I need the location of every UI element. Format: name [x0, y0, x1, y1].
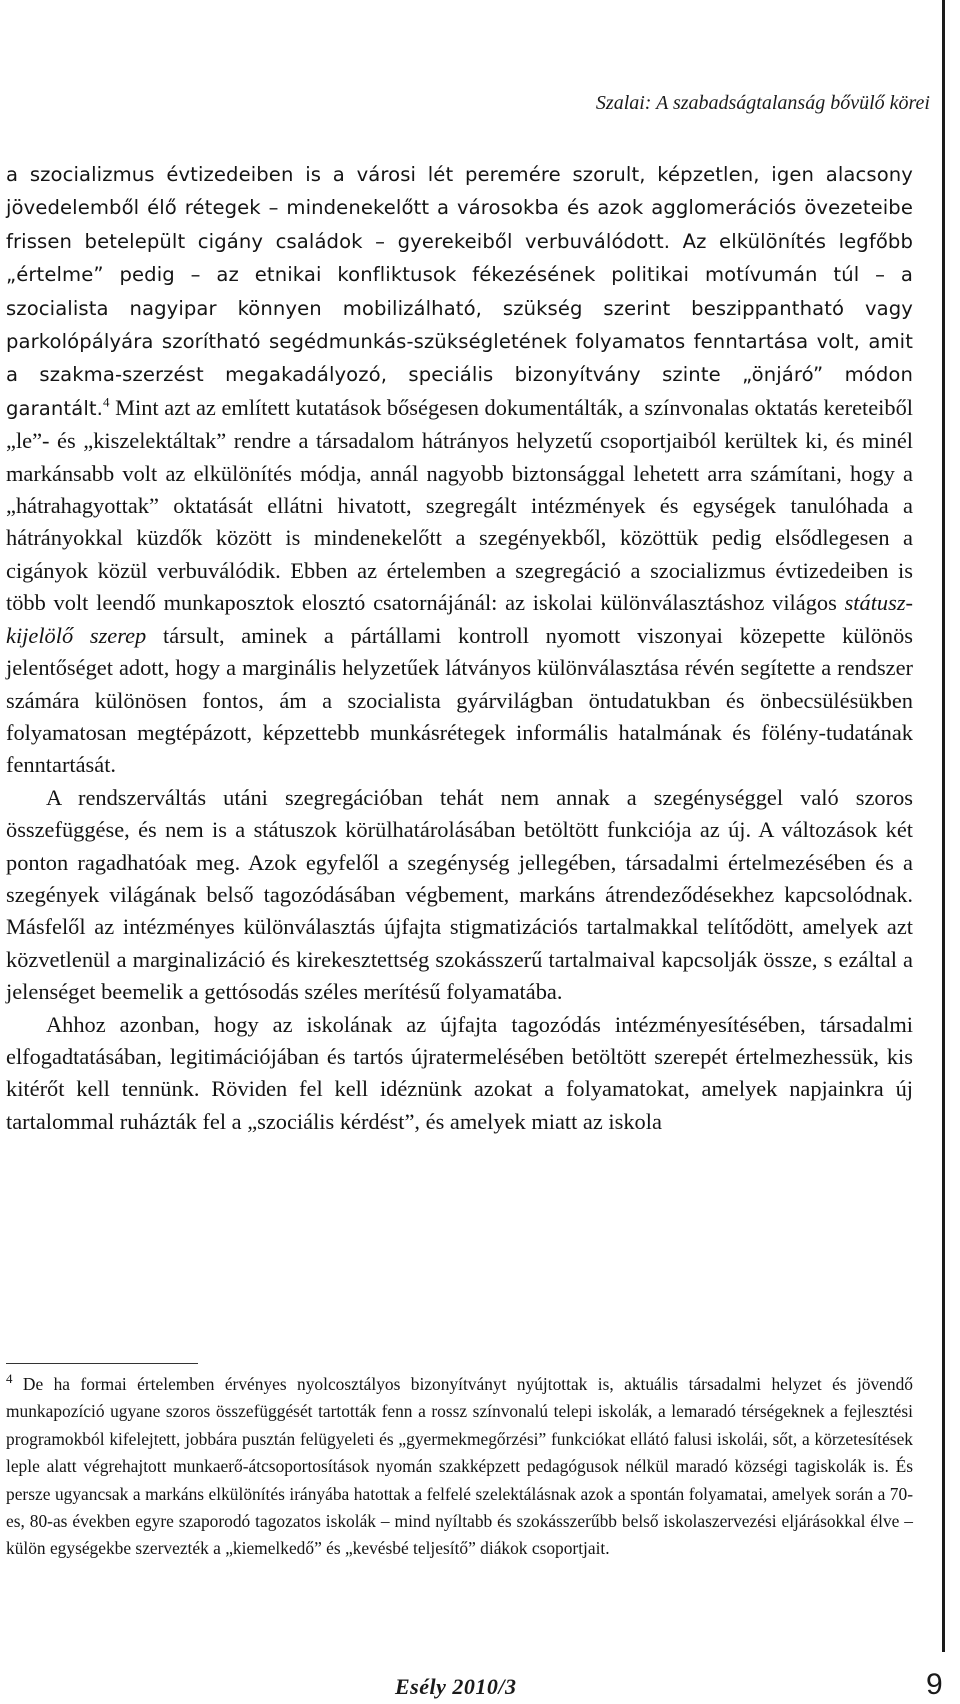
paragraph-1-opening: a szocializmus évtizedeiben is a városi lét peremére szorult, képzetlen, igen alacsony jövedelemből élő rétegek – mindenekelőtt a városokba és azok agglomerációs övezeteibe frissen betelepült cigány családok – gyerekeiből verbuválódott. Az elkülönítés legfőbb „értelme” pedig – az etnikai konfliktusok fékezésének politikai motívumán túl – a szocialista nagyipar könnyen mobilizálható, szükség szerint beszippantható vagy parkolópályára szorítható segédmunkás-szükségletének folyamatos fenntartása volt, amit a szakma-szerzést megakadályozó, speciális bizonyítvány szinte „önjáró” módon garantált.	[6, 163, 913, 420]
page-edge-rule	[942, 0, 945, 1652]
paragraph-3: Ahhoz azonban, hogy az iskolának az újfajta tagozódás intézményesítésében, társadalmi elfogadtatásában, legitimációjában és tartós újratermelésében betöltött szerepét értelmezhessük, kis kitérőt kell tennünk. Röviden fel kell idéznünk azokat a folyamatokat, amelyek napjainkra új tartalommal ruházták fel a „szociális kérdést”, és amelyek miatt az iskola	[6, 1011, 913, 1134]
journal-title: Esély 2010/3	[395, 1674, 517, 1699]
footnote-text: De ha formai értelemben érvényes nyolcosztályos bizonyítványt nyújtottak is, aktuális társadalmi helyzet és jövendő munkapozíció ugyane szoros összefüggését tartották fenn a rossz színvonalú telepi iskolák, a lemaradó térségeknek a fejlesztési programokból kifelejtett, jobbára pusztán felügyeleti és „gyermekmegőrzési” funkciókat ellátó falusi iskolái, sőt, a körzetesítések leple alatt végrehajtott munkaerő-átcsoportosítások nyomán szakképzett pedagógusok nélkül maradó községi tagiskolák is. És persze ugyancsak a markáns elkülönítés irányába hatottak a felfelé szelektálásnak azok a spontán folyamatai, amelyek során a 70-es, 80-as években egyre szaporodó tagozatos iskolák – mind nyíltabb és szokásszerűbb belső iskolaszervezési eljárásokkal élve – külön egységekbe szervezték a „kiemelkedő” és „kevésbé teljesítő” diákok csoportjait.	[6, 1374, 913, 1559]
paragraph-1	[6, 158, 913, 782]
running-header: Szalai: A szabadságtalanság bővülő körei	[595, 92, 930, 114]
footnote-separator	[6, 1363, 198, 1364]
page-number: 9	[926, 1668, 943, 1701]
paragraph-1-continuation-b: társult, aminek a pártállami kontroll nyomott viszonyai közepette különös jelentőséget adott, hogy a marginális helyzetűek látványos különválasztása révén segítette a rendszer számára különösen fontos, ám a szocialista gyárvilágban öntudatukban és önbecsülésükben folyamatosan megtépázott, képzettebb munkásrétegek informális hatalmának és fölény-tudatának fenntartását.	[6, 622, 913, 778]
paragraph-2: A rendszerváltás utáni szegregációban tehát nem annak a szegénységgel való szoros összefüggése, és nem is a státuszok körülhatárolásában betöltött funkciója az új. A változások két ponton ragadhatóak meg. Azok egyfelől a szegénység jellegében, társadalmi értelmezésében és a szegények világának belső tagozódásában végbement, markáns átrendeződésekhez kapcsolódnak. Másfelől az intézményes különválasztás újfajta stigmatizációs tartalmakkal telítődött, amelyek azt közvetlenül a marginalizáció és kirekesztettség szokásszerű tartalmaival kapcsolják össze, s ezáltal a jelenséget beemelik a gettósodás széles merítésű folyamatába.	[6, 784, 913, 1005]
paragraph-1-italic-term: státusz-kijelölő szerep	[6, 590, 913, 648]
main-text	[6, 158, 913, 1138]
paragraph-1-continuation-a: Mint azt az említett kutatások bőségesen dokumentálták, a színvonalas oktatás kereteiből „le”- és „kiszelektáltak” rendre a társadalom hátrányos helyzetű csoportjaiból kerültek ki, és minél markánsabb volt az elkülönítés módja, annál nagyobb biztonsággal lehetett arra számítani, hogy a „hátrahagyottak” oktatását ellátni hivatott, szegregált intézmények és egységek tanulóhada a hátrányokkal küzdők között is mindenekelőtt a szegényekből, közöttük pedig elsődlegesen a cigányok közül verbuválódik. Ebben az értelemben a szegregáció a szocializmus évtizedeiben is több volt leendő munkaposztok elosztó csatornájánál: az iskolai különválasztáshoz világos	[6, 394, 913, 616]
footnotes	[6, 1371, 913, 1563]
footnote-number: 4	[6, 1371, 13, 1387]
footnote-4	[6, 1371, 913, 1563]
footnote-ref[interactable]: 4	[102, 394, 110, 410]
